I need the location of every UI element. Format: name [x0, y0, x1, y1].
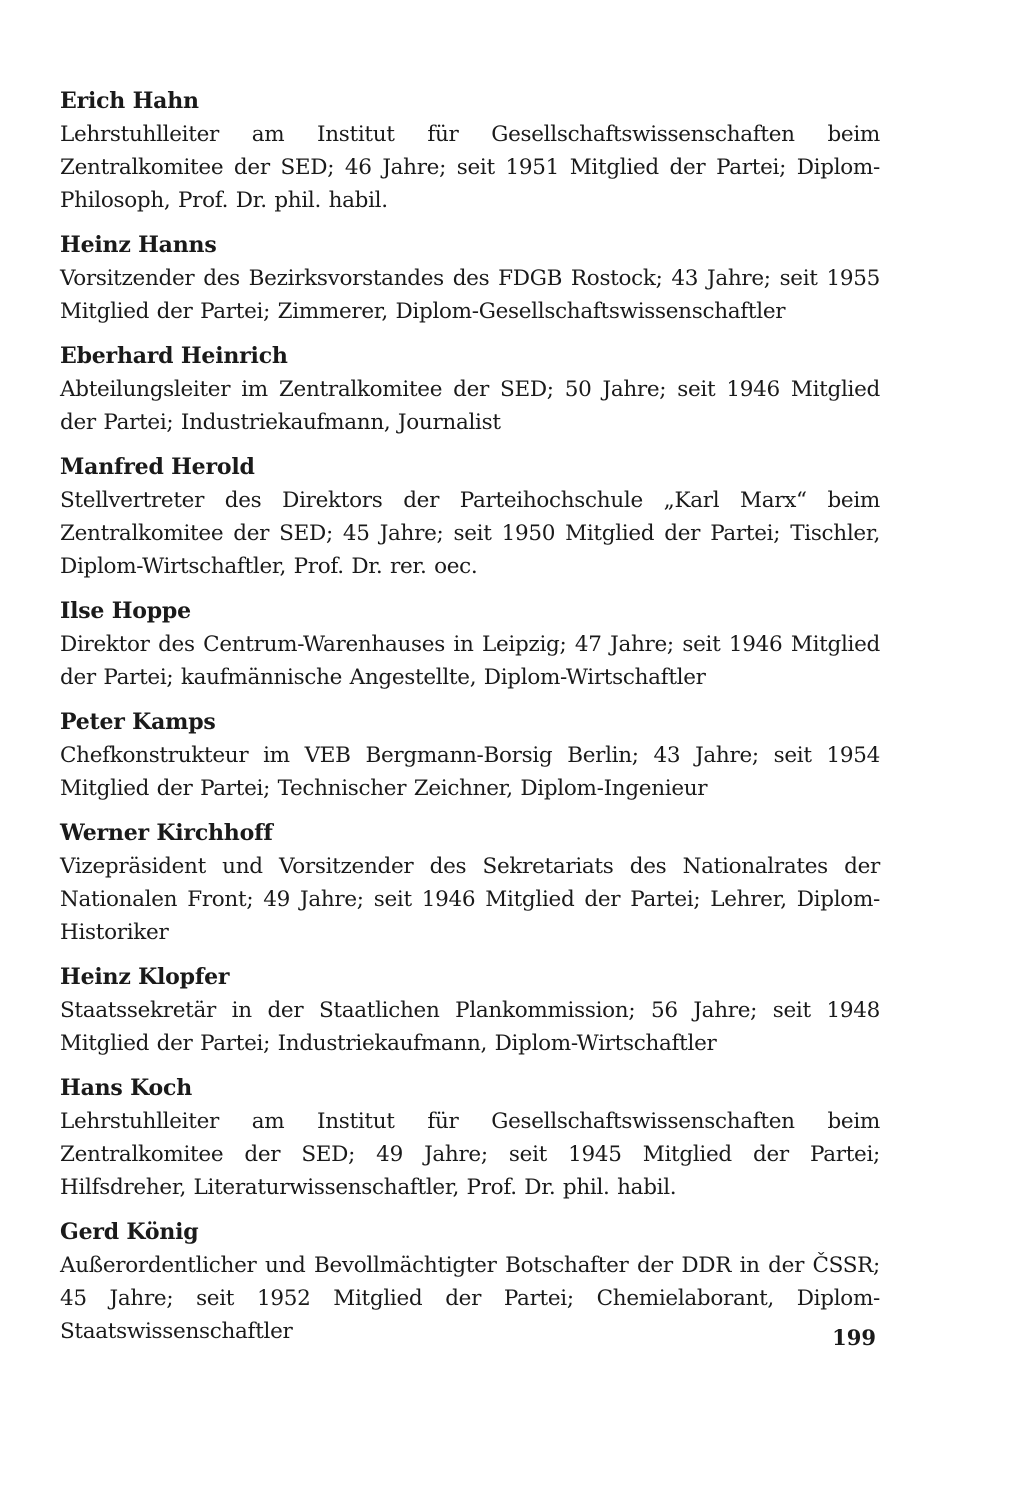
entry-description: Abteilungsleiter im Zentralkomitee der SED; 50 Jahre; seit 1946 Mitglied der Partei; Industriekaufmann, Journalist: [60, 377, 880, 435]
page-number: 199: [832, 1325, 876, 1350]
entry-heinz-hanns: [60, 228, 880, 328]
entry-description: Chefkonstrukteur im VEB Bergmann-Borsig Berlin; 43 Jahre; seit 1954 Mitglied der Partei; Technischer Zeichner, Diplom-Ingenieur: [60, 743, 880, 801]
entry-name: Manfred Herold: [60, 454, 255, 480]
entry-description: Direktor des Centrum-Warenhauses in Leipzig; 47 Jahre; seit 1946 Mitglied der Partei; kaufmännische Angestellte, Diplom-Wirtschaftler: [60, 632, 880, 690]
entry-name: Erich Hahn: [60, 88, 199, 114]
entry-hans-koch: [60, 1071, 880, 1204]
entry-description: Stellvertreter des Direktors der Parteihochschule „Karl Marx“ beim Zentralkomitee der SED; 45 Jahre; seit 1950 Mitglied der Partei; Tischler, Diplom-Wirtschaftler, Prof. Dr. rer. oec.: [60, 488, 880, 579]
entry-manfred-herold: [60, 450, 880, 583]
entry-name: Peter Kamps: [60, 709, 216, 735]
entry-eberhard-heinrich: [60, 339, 880, 439]
entry-description: Lehrstuhlleiter am Institut für Gesellschaftswissenschaften beim Zentralkomitee der SED; 46 Jahre; seit 1951 Mitglied der Partei; Diplom-Philosoph, Prof. Dr. phil. habil.: [60, 122, 880, 213]
entry-name: Werner Kirchhoff: [60, 820, 273, 846]
entry-ilse-hoppe: [60, 594, 880, 694]
entry-peter-kamps: [60, 705, 880, 805]
entry-name: Gerd König: [60, 1219, 199, 1245]
entry-description: Lehrstuhlleiter am Institut für Gesellschaftswissenschaften beim Zentralkomitee der SED; 49 Jahre; seit 1945 Mitglied der Partei; Hilfsdreher, Literaturwissenschaftler, Prof. Dr. phil. habil.: [60, 1109, 880, 1200]
entry-name: Heinz Hanns: [60, 232, 217, 258]
entry-heinz-klopfer: [60, 960, 880, 1060]
entry-gerd-koenig: [60, 1215, 880, 1348]
entry-name: Ilse Hoppe: [60, 598, 191, 624]
entry-description: Staatssekretär in der Staatlichen Plankommission; 56 Jahre; seit 1948 Mitglied der Partei; Industriekaufmann, Diplom-Wirtschaftler: [60, 998, 880, 1056]
entry-erich-hahn: [60, 84, 880, 217]
entry-description: Vizepräsident und Vorsitzender des Sekretariats des Nationalrates der Nationalen Front; 49 Jahre; seit 1946 Mitglied der Partei; Lehrer, Diplom-Historiker: [60, 854, 880, 945]
entry-description: Außerordentlicher und Bevollmächtigter Botschafter der DDR in der ČSSR; 45 Jahre; seit 1952 Mitglied der Partei; Chemielaborant, Diplom-Staatswissenschaftler: [60, 1253, 880, 1344]
entry-werner-kirchhoff: [60, 816, 880, 949]
entry-name: Hans Koch: [60, 1075, 192, 1101]
entry-description: Vorsitzender des Bezirksvorstandes des FDGB Rostock; 43 Jahre; seit 1955 Mitglied der Partei; Zimmerer, Diplom-Gesellschaftswissenschaftler: [60, 266, 880, 324]
document-page: [60, 84, 880, 1359]
entry-name: Heinz Klopfer: [60, 964, 230, 990]
entry-name: Eberhard Heinrich: [60, 343, 288, 369]
